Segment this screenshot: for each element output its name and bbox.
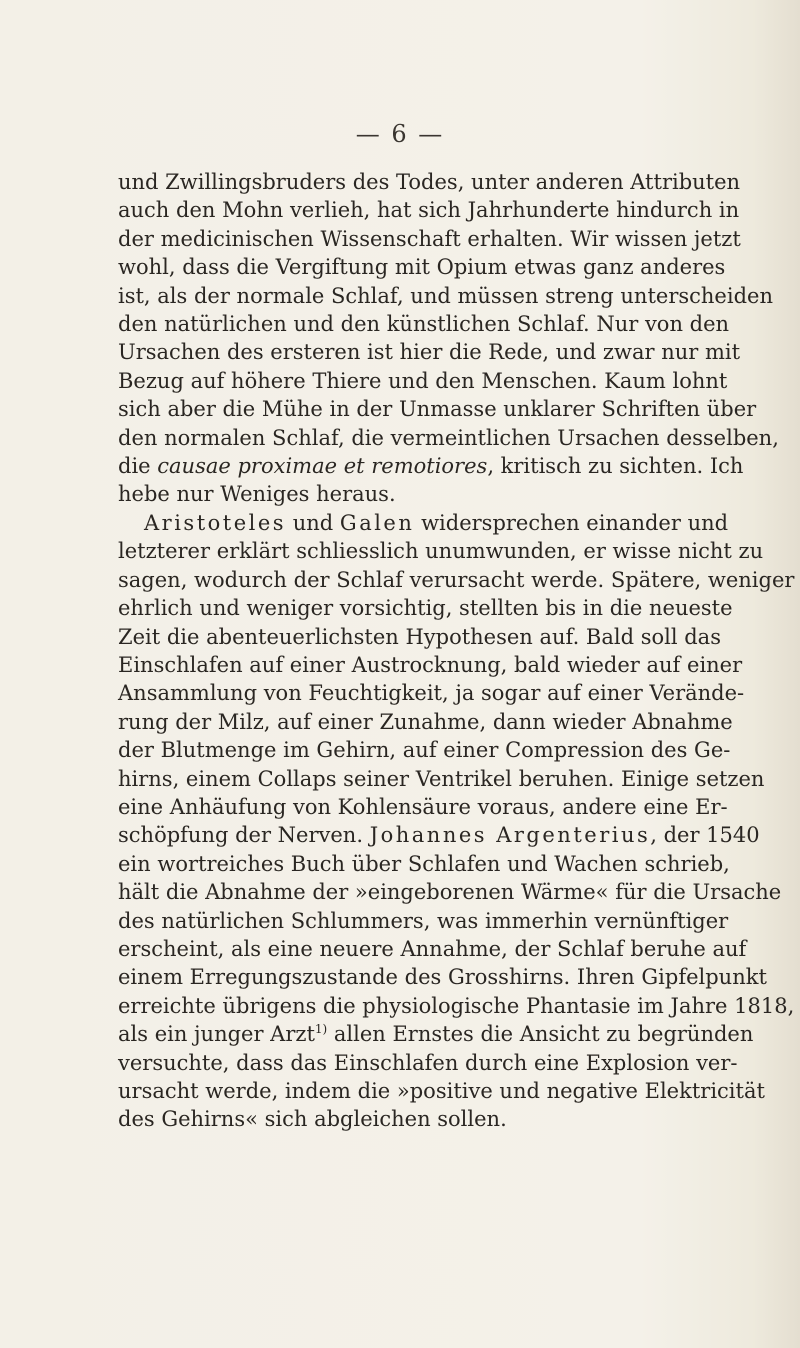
text-line: sagen, wodurch der Schlaf verursacht werde. Spätere, weniger — [118, 567, 795, 592]
text-line: Aristoteles und Galen widersprechen einander und — [144, 510, 729, 535]
text-line: und Zwillingsbruders des Todes, unter anderen Attributen — [118, 170, 741, 194]
text-line: Zeit die abenteuerlichsten Hypothesen auf. Bald soll das — [118, 624, 721, 649]
text-line: letzterer erklärt schliesslich unumwunden, er wisse nicht zu — [118, 539, 764, 564]
text-line: ein wortreiches Buch über Schlafen und Wachen schrieb, — [118, 851, 730, 876]
text-line: hält die Abnahme der »eingeborenen Wärme« für die Ursache — [118, 880, 782, 905]
page-number: — 6 — — [355, 120, 445, 148]
text-line: auch den Mohn verlieh, hat sich Jahrhunderte hindurch in — [118, 198, 740, 223]
text-line: der medicinischen Wissenschaft erhalten. Wir wissen jetzt — [118, 226, 741, 251]
text-line: der Blutmenge im Gehirn, auf einer Compression des Ge- — [118, 738, 731, 763]
text-line: versuchte, dass das Einschlafen durch eine Explosion ver- — [118, 1050, 738, 1075]
text-line: erscheint, als eine neuere Annahme, der Schlaf beruhe auf — [118, 936, 747, 961]
paragraph-1 — [118, 168, 779, 509]
text-line: ursacht werde, indem die »positive und negative Elektricität — [118, 1079, 765, 1103]
text-line: des Gehirns« sich abgleichen sollen. — [118, 1107, 507, 1132]
text-line: den normalen Schlaf, die vermeintlichen Ursachen desselben, — [118, 425, 779, 450]
text-line: rung der Milz, auf einer Zunahme, dann wieder Abnahme — [118, 709, 733, 734]
text-line: Einschlafen auf einer Austrocknung, bald wieder auf einer — [118, 652, 743, 677]
text-line: eine Anhäufung von Kohlensäure voraus, andere eine Er- — [118, 794, 728, 819]
footnote-marker: 1) — [314, 1022, 328, 1037]
name-galen: Galen — [339, 510, 415, 535]
text-line: einem Erregungszustande des Grosshirns. Ihren Gipfelpunkt — [118, 965, 767, 990]
text-line: schöpfung der Nerven. Johannes Argenterius, der 1540 — [118, 823, 760, 848]
text-line: Bezug auf höhere Thiere und den Menschen. Kaum lohnt — [118, 368, 728, 393]
name-argenterius: Johannes Argenterius — [369, 823, 651, 848]
text-line: hirns, einem Collaps seiner Ventrikel beruhen. Einige setzen — [118, 766, 765, 791]
text-line: Ursachen des ersteren ist hier die Rede, und zwar nur mit — [118, 340, 741, 365]
text-line: hebe nur Weniges heraus. — [118, 482, 396, 507]
name-aristoteles: Aristoteles — [144, 510, 287, 535]
paragraph-2 — [118, 509, 795, 1134]
text-line: des natürlichen Schlummers, was immerhin vernünftiger — [118, 908, 729, 933]
text-line: erreichte übrigens die physiologische Phantasie im Jahre 1818, — [118, 993, 795, 1018]
text-line: ehrlich und weniger vorsichtig, stellten bis in die neueste — [118, 596, 733, 621]
text-line: ist, als der normale Schlaf, und müssen streng unterscheiden — [118, 283, 773, 308]
body-text — [118, 168, 795, 1134]
text-line: wohl, dass die Vergiftung mit Opium etwas ganz anderes — [118, 255, 726, 280]
latin-phrase: causae proximae et remotiores — [157, 454, 488, 479]
text-line: den natürlichen und den künstlichen Schlaf. Nur von den — [118, 312, 730, 337]
text-line: die causae proximae et remotiores, kritisch zu sichten. Ich — [118, 454, 744, 479]
text-line: Ansammlung von Feuchtigkeit, ja sogar auf einer Verände- — [118, 681, 745, 706]
text-line: sich aber die Mühe in der Unmasse unklarer Schriften über — [118, 397, 757, 422]
text-line: als ein junger Arzt$^{1)}$ allen Ernstes die Ansicht zu begründen — [118, 1022, 754, 1047]
